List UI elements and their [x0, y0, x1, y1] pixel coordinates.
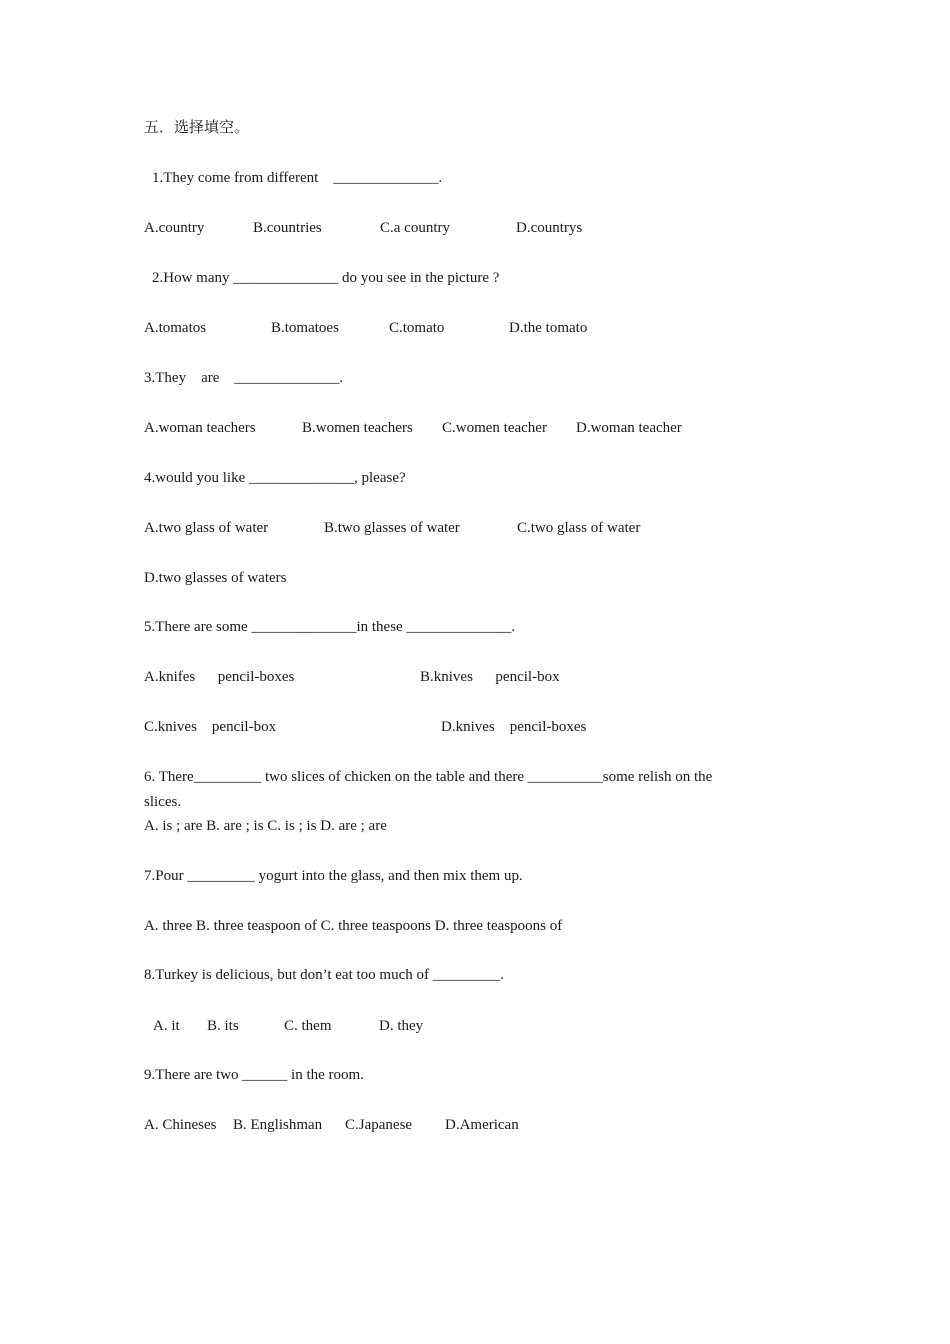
option-d: D.American	[445, 1117, 519, 1133]
option-a: A. it	[153, 1018, 180, 1034]
option-d: D.the tomato	[509, 320, 588, 336]
option-a: A.two glass of water	[144, 520, 269, 536]
question-6-stem-line-2: slices.	[144, 794, 182, 810]
option-c: C.two glass of water	[517, 520, 641, 536]
option-d: D.woman teacher	[576, 420, 682, 436]
option-d: D.countrys	[516, 220, 583, 236]
question-8-stem: 8.Turkey is delicious, but don’t eat too much of _________.	[144, 967, 504, 983]
option-c: C.tomato	[389, 320, 445, 336]
question-5-stem: 5.There are some ______________in these ______________.	[144, 619, 516, 635]
question-6-stem-line-1: 6. There_________ two slices of chicken on the table and there __________some relish on the	[144, 769, 713, 785]
question-7-stem: 7.Pour _________ yogurt into the glass, and then mix them up.	[144, 868, 523, 884]
option-a: A.woman teachers	[144, 420, 256, 436]
option-a: A. Chineses	[144, 1117, 217, 1133]
option-b: B.countries	[253, 220, 322, 236]
question-7-options: A. three B. three teaspoon of C. three teaspoons D. three teaspoons of	[144, 918, 563, 934]
option-d: D. they	[379, 1018, 424, 1034]
option-c: C. them	[284, 1018, 332, 1034]
option-b: B.women teachers	[302, 420, 413, 436]
option-c: C.Japanese	[345, 1117, 413, 1133]
question-3-stem: 3.They are ______________.	[144, 370, 344, 386]
question-1-stem: 1.They come from different ______________.	[152, 170, 443, 186]
option-b: B. Englishman	[233, 1117, 323, 1133]
option-a: A.country	[144, 220, 205, 236]
option-b: B.tomatoes	[271, 320, 339, 336]
question-9-stem: 9.There are two ______ in the room.	[144, 1067, 364, 1083]
option-c: C.women teacher	[442, 420, 547, 436]
option-d: D.knives pencil-boxes	[441, 719, 587, 735]
question-4-stem: 4.would you like ______________, please?	[144, 470, 406, 486]
option-b: B. its	[207, 1018, 239, 1034]
question-9-options	[144, 1115, 744, 1235]
question-6-options: A. is ; are B. are ; is C. is ; is D. are ; are	[144, 818, 387, 834]
option-b: B.knives pencil-box	[420, 669, 560, 685]
question-4-option-d: D.two glasses of waters	[144, 570, 287, 586]
option-c: C.knives pencil-box	[144, 719, 277, 735]
question-2-stem: 2.How many ______________ do you see in the picture ?	[152, 270, 500, 286]
section-title: 五．选择填空。	[144, 120, 250, 136]
option-a: A.tomatos	[144, 320, 207, 336]
option-a: A.knifes pencil-boxes	[144, 669, 295, 685]
option-b: B.two glasses of water	[324, 520, 460, 536]
option-c: C.a country	[380, 220, 450, 236]
